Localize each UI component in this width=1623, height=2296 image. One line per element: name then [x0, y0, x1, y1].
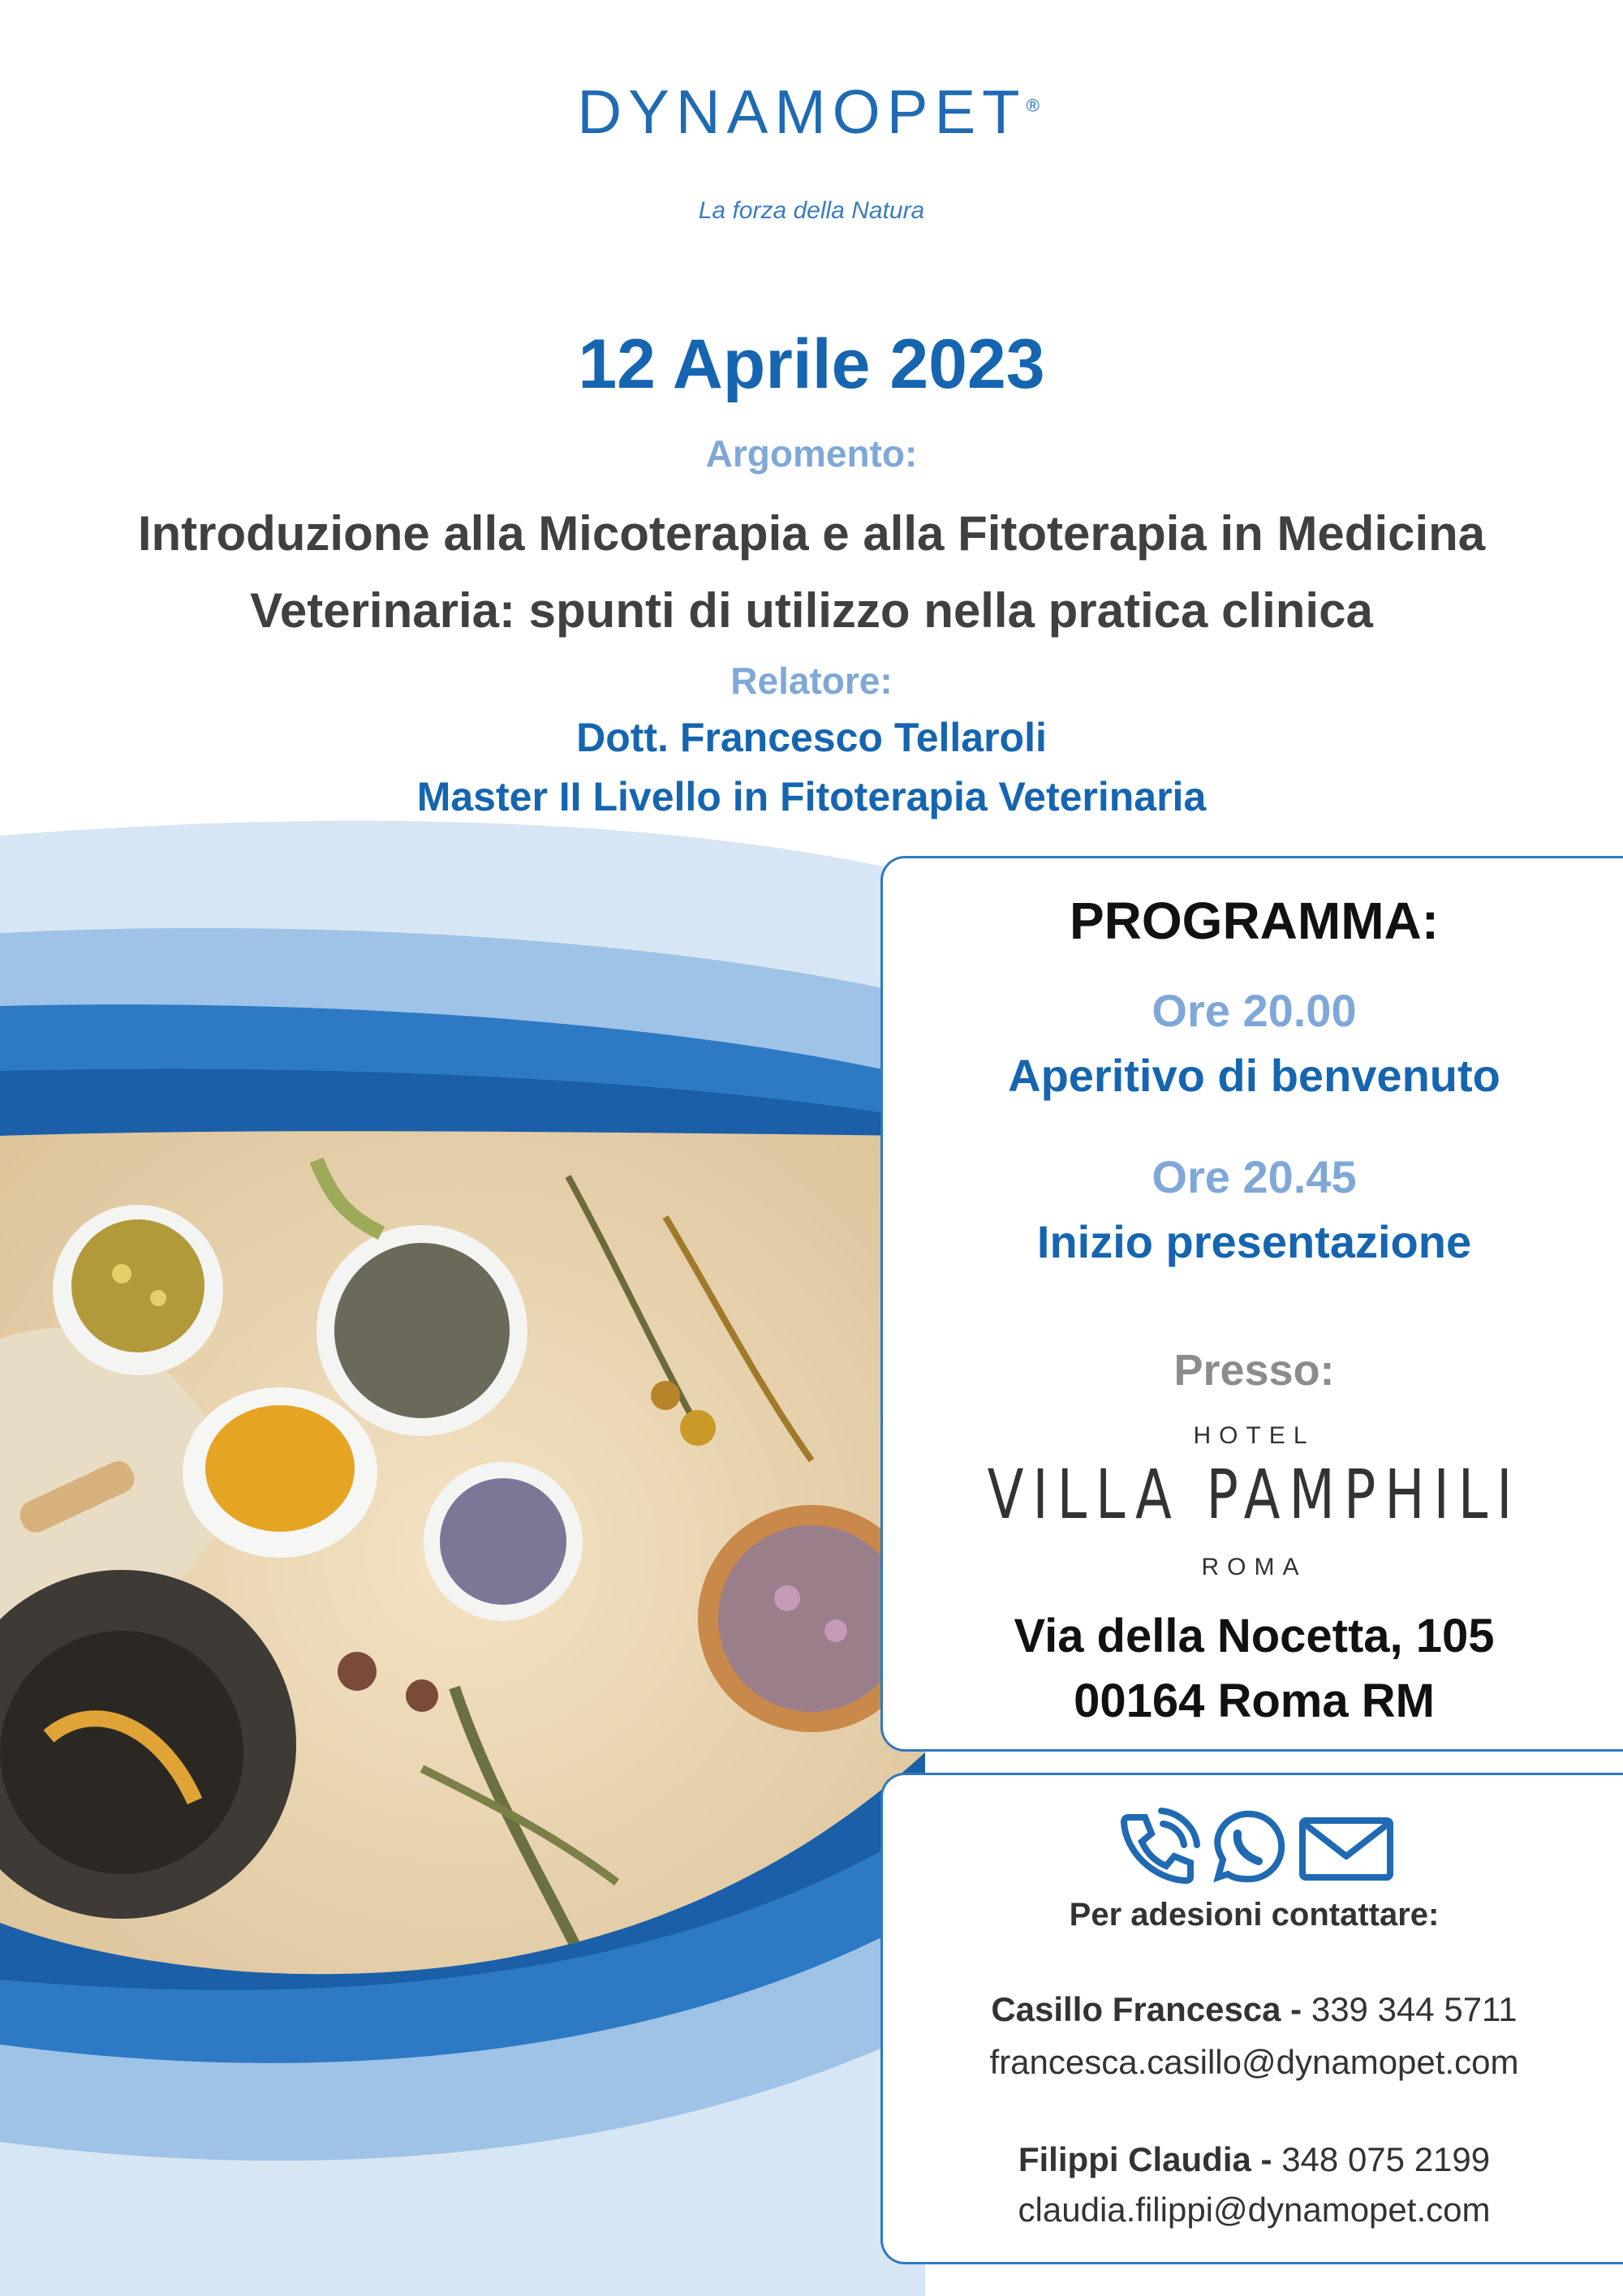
contact-2-phone[interactable]: 348 075 2199	[1281, 2140, 1491, 2178]
contact-2-name: Filippi Claudia	[1018, 2140, 1251, 2178]
phone-icon	[1124, 1811, 1197, 1881]
event-date: 12 Aprile 2023	[578, 325, 1045, 403]
schedule-time-1: Ore 20.00	[1152, 985, 1357, 1036]
speaker-label: Relatore:	[730, 660, 893, 702]
programma-panel	[880, 856, 1623, 1752]
programma-title: PROGRAMMA:	[1069, 892, 1440, 950]
contact-panel	[880, 1773, 1623, 2264]
schedule-time-2: Ore 20.45	[1152, 1151, 1357, 1202]
topic-label: Argomento:	[705, 432, 918, 475]
schedule-event-2: Inizio presentazione	[1036, 1216, 1472, 1267]
topic-title	[0, 495, 1623, 649]
contact-2	[883, 2140, 1623, 2179]
contact-1-separator: -	[1281, 1990, 1311, 2028]
contact-1-phone[interactable]: 339 344 5711	[1311, 1990, 1518, 2028]
brand-tagline: La forza della Natura	[698, 197, 925, 224]
contact-1	[883, 1990, 1623, 2029]
contact-2-separator: -	[1251, 2140, 1282, 2178]
venue-address-line-1: Via della Nocetta, 105	[1014, 1610, 1495, 1662]
brand-logo-wordmark: DYNAMOPET®	[577, 78, 1046, 147]
whatsapp-icon	[1217, 1814, 1281, 1879]
contact-icons	[1114, 1808, 1394, 1885]
speaker-title: Master II Livello in Fitoterapia Veterinaria	[416, 774, 1207, 819]
topic-line-1: Introduzione alla Micoterapia e alla Fitoterapia in Medicina	[137, 506, 1486, 561]
hotel-logo-top: HOTEL	[1193, 1422, 1315, 1449]
topic-line-2: Veterinaria: spunti di utilizzo nella pratica clinica	[250, 583, 1373, 638]
venue-address-line-2: 00164 Roma RM	[1074, 1675, 1435, 1727]
hotel-logo-name: VILLA PAMPHILI	[987, 1455, 1522, 1534]
contact-2-email[interactable]: claudia.filippi@dynamopet.com	[1018, 2191, 1491, 2229]
schedule-event-1: Aperitivo di benvenuto	[1008, 1050, 1500, 1101]
hotel-logo-city: ROMA	[1201, 1554, 1307, 1580]
contact-1-name: Casillo Francesca	[991, 1990, 1281, 2028]
mail-icon	[1302, 1821, 1390, 1877]
contact-1-email[interactable]: francesca.casillo@dynamopet.com	[989, 2043, 1519, 2081]
venue-label: Presso:	[1173, 1346, 1335, 1395]
contact-heading: Per adesioni contattare:	[1069, 1897, 1440, 1933]
speaker-name: Dott. Francesco Tellaroli	[576, 715, 1047, 760]
